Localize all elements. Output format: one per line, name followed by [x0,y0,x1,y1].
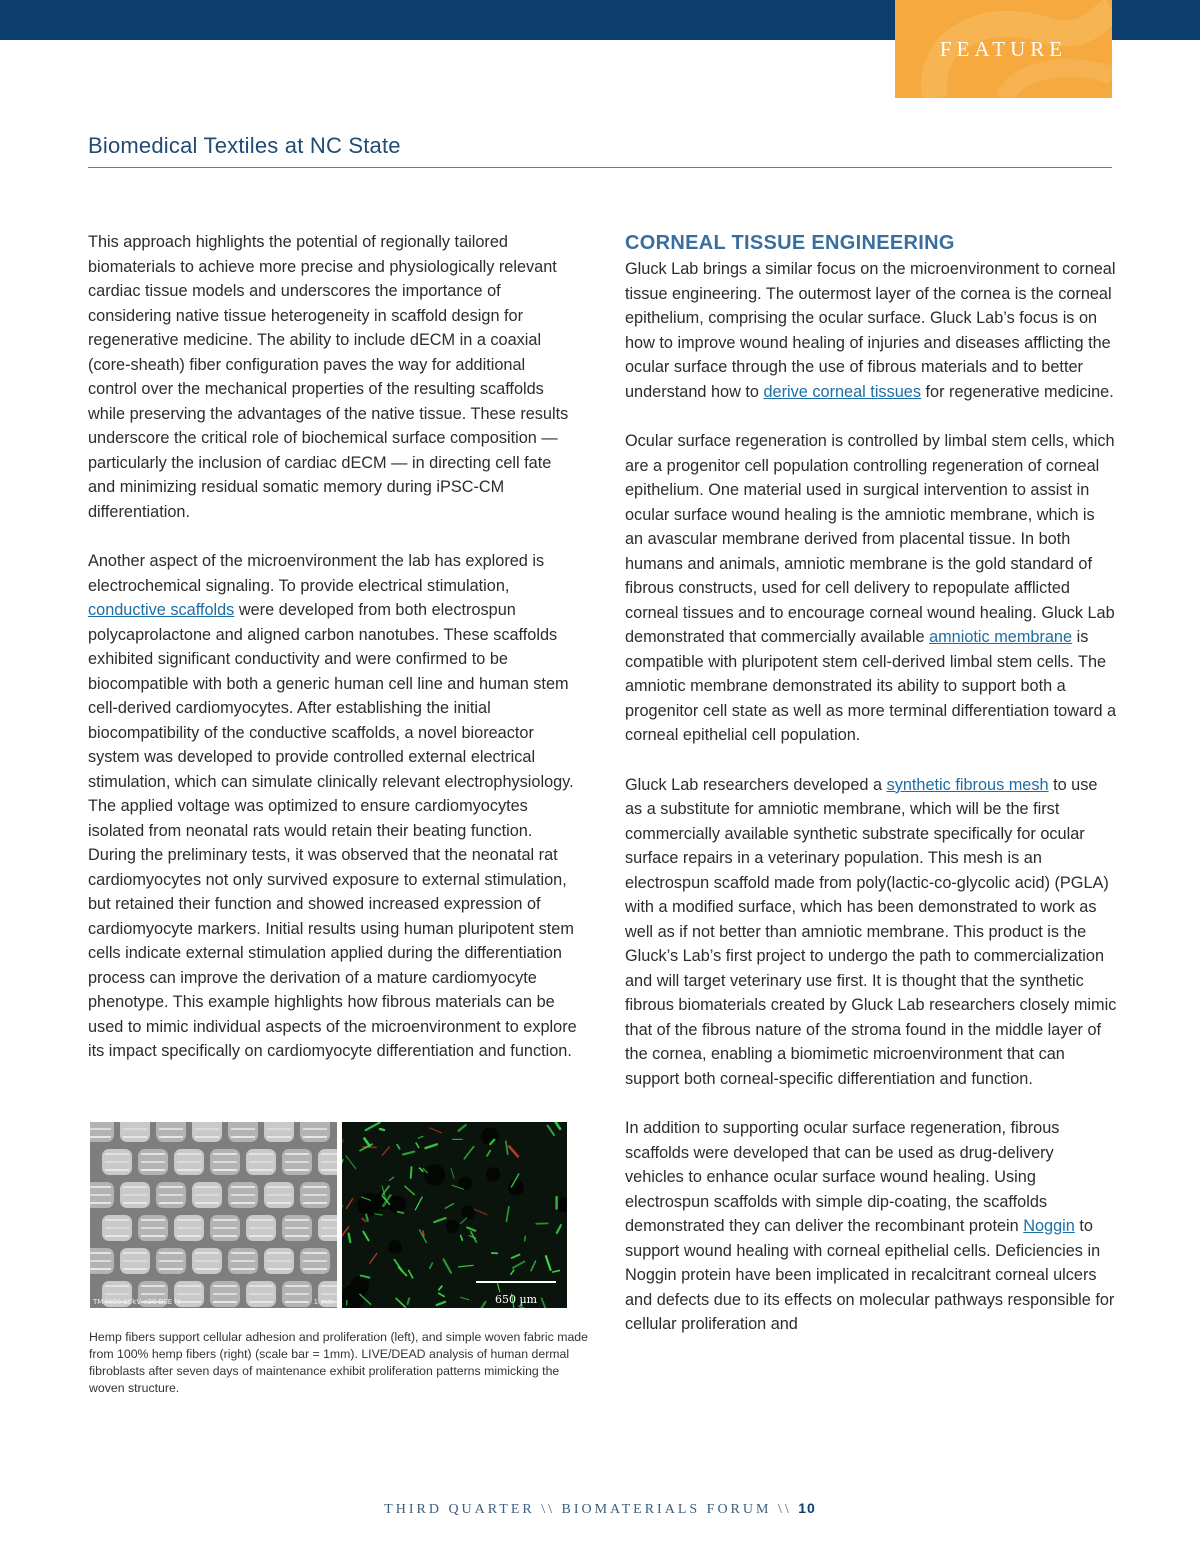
footer-text: THIRD QUARTER \\ BIOMATERIALS FORUM \\ [384,1502,792,1517]
figure-caption: Hemp fibers support cellular adhesion and proliferation (left), and simple woven fabric made from 100% hemp fibers (right) (scale bar = 1mm). LIVE/DEAD analysis of human dermal fibroblasts after seven days of maintenance exhibit proliferation patterns mimicking the woven structure. [89,1330,588,1395]
fluorescence-graphic [342,1122,567,1308]
feature-label: FEATURE [939,37,1068,61]
conductive-scaffolds-link[interactable]: conductive scaffolds [88,601,235,619]
section-header [88,133,1112,168]
section-title: Biomedical Textiles at NC State [88,133,401,158]
feature-tab [895,0,1112,98]
paragraph: Ocular surface regeneration is controlled by limbal stem cells, which are a progenitor cell population controlling regeneration of corneal epithelium. One material used in surgical intervention to assist in ocular surface wound healing is the amniotic membrane, which is an avascular membrane derived from placental tissue. In both humans and animals, amniotic membrane is the gold standard of fibrous constructs, used for cell delivery to repopulate afflicted corneal tissues and to encourage corneal wound healing. Gluck Lab demonstrated that commercially available amniotic membrane is compatible with pluripotent stem cell-derived limbal stem cells. The amniotic membrane demonstrated its ability to support both a progenitor cell state as well as more terminal differentiation toward a corneal epithelial cell population. [625,432,1117,744]
page-footer [0,1500,1200,1518]
paragraph: Gluck Lab researchers developed a synthetic fibrous mesh to use as a substitute for amniotic membrane, which will be the first commercially available synthetic substrate specifically for ocular surface repairs in a veterinary population. This mesh is an electrospun scaffold made from poly(lactic-co-glycolic acid) (PGLA) with a modified surface, which has been demonstrated to work as well as if not better than amniotic membrane. This product is the Gluck’s Lab’s first project to undergo the path to commercialization and will target veterinary use first. It is thought that the synthetic fibrous biomaterials created by Gluck Lab researchers closely mimic that of the fibrous nature of the stroma found in the middle layer of the cornea, enabling a biomimetic microenvironment that can support both corneal-specific differentiation and function. [625,775,1117,1088]
fluor-scale-label: 650 µm [494,1293,538,1306]
paragraph: In addition to supporting ocular surface regeneration, fibrous scaffolds were developed that can be used as drug-delivery vehicles to enhance ocular surface wound healing. Using electrospun scaffolds with simple dip-coating, the scaffolds demonstrated they can deliver the recombinant protein Noggin to support wound healing with corneal epithelial cells. Deficiencies in Noggin protein have been implicated in recalcitrant corneal ulcers and defects due to its effects on molecular pathways responsible for cellular proliferation and [625,1119,1115,1333]
left-column [88,230,578,1089]
sem-scale-label: 1 mm [313,1298,334,1306]
page-number: 10 [798,1500,816,1516]
synthetic-fibrous-mesh-link[interactable]: synthetic fibrous mesh [886,775,1049,794]
paragraph: Another aspect of the microenvironment the lab has explored is electrochemical signaling. To provide electrical stimulation, conductive scaffolds were developed from both electrospun polycaprolactone and aligned carbon nanotubes. These scaffolds exhibited significant conductivity and were confirmed to be biocompatible with both a generic human cell line and human stem cell-derived cardiomyocytes. After establishing the initial biocompatibility of the conductive scaffolds, a novel bioreactor system was developed to provide controlled external electrical stimulation, which can simulate clinically relevant electrophysiology. The applied voltage was optimized to ensure cardiomyocytes isolated from neonatal rats would retain their beating function. During the preliminary tests, it was observed that the neonatal rat cardiomyocytes not only survived exposure to external stimulation, but retained their function and showed increased expression of cardiomyocyte markers. Initial results using human pluripotent stem cells indicate external stimulation applied during the differentiation process can improve the derivation of a mature cardiomyocyte phenotype. This example highlights how fibrous materials can be used to mimic individual aspects of the microenvironment to explore its impact specifically on cardiomyocyte differentiation and function. [88,552,577,1060]
noggin-link[interactable]: Noggin [1023,1217,1075,1235]
hemp-fabric-sem-image [90,1122,337,1308]
right-column [625,231,1117,1362]
paragraph: Gluck Lab brings a similar focus on the microenvironment to corneal tissue engineering. The outermost layer of the cornea is the corneal epithelium, comprising the ocular surface. Gluck Lab’s focus is on how to improve wound healing of injuries and diseases afflicting the ocular surface through the use of fibrous materials and to better understand how to derive corneal tissues for regenerative medicine. [625,260,1116,401]
live-dead-fluorescence-image [342,1122,567,1308]
paragraph: This approach highlights the potential of regionally tailored biomaterials to achieve more precise and physiologically relevant cardiac tissue models and underscores the importance of considering native tissue heterogeneity in scaffold design for regenerative medicine. The ability to include dECM in a coaxial (core-sheath) fiber configuration paves the way for additional control over the mechanical properties of the resulting scaffolds while preserving the advantages of the native tissue. These results underscore the critical role of biochemical surface composition — particularly the inclusion of cardiac dECM — in directing cell fate and minimizing residual somatic memory during iPSC-CM differentiation. [88,233,569,521]
sem-label: TM4000 15kV x30 BSE M [93,1298,181,1306]
corneal-heading: CORNEAL TISSUE ENGINEERING [625,232,955,254]
amniotic-membrane-link[interactable]: amniotic membrane [929,628,1073,646]
woven-fabric-graphic [90,1122,337,1308]
derive-corneal-tissues-link[interactable]: derive corneal tissues [763,382,921,401]
